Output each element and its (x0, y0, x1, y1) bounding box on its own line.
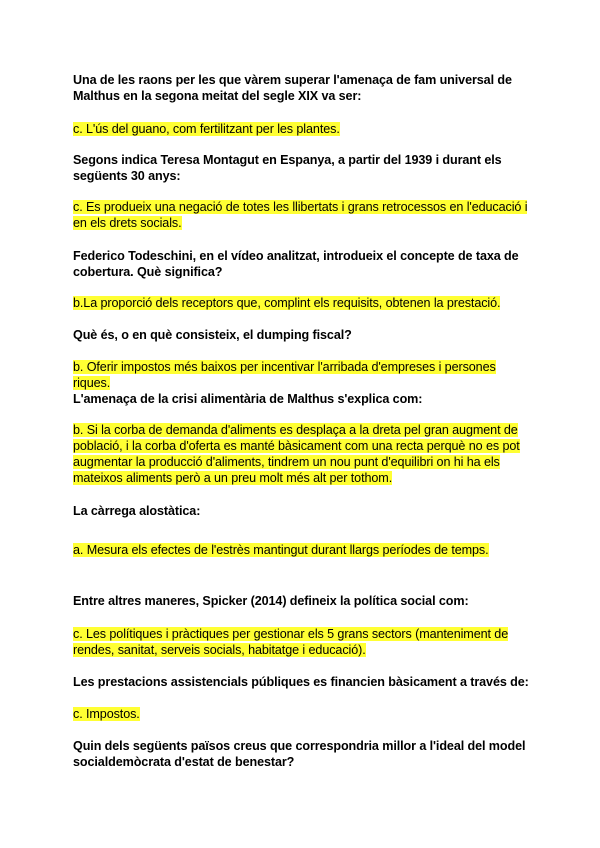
question-5: L'amenaça de la crisi alimentària de Malthus s'explica com: (73, 392, 423, 406)
question-1: Una de les raons per les que vàrem superar l'amenaça de fam universal de Malthus en la segona meitat del segle XIX va ser: (73, 73, 512, 103)
answer-5 (73, 422, 533, 486)
question-6: La càrrega alostàtica: (73, 504, 201, 518)
answer-2-highlight: c. Es produeix una negació de totes les llibertats i grans retrocessos en l'educació i en els drets socials. (73, 200, 528, 230)
answer-7-highlight: c. Les polítiques i pràctiques per gestionar els 5 grans sectors (manteniment de rendes, sanitat, serveis socials, habitatge i educació). (73, 627, 509, 657)
answer-3-highlight: b.La proporció dels receptors que, complint els requisits, obtenen la prestació. (73, 296, 501, 310)
answer-6 (73, 542, 533, 558)
question-4: Què és, o en què consisteix, el dumping fiscal? (73, 328, 352, 342)
answer-6-highlight: a. Mesura els efectes de l'estrès mantingut durant llargs períodes de temps. (73, 543, 489, 557)
question-9: Quin dels següents països creus que correspondria millor a l'ideal del model socialdemòcrata d'estat de benestar? (73, 739, 526, 769)
answer-8-highlight: c. Impostos. (73, 707, 140, 721)
answer-2 (73, 199, 533, 231)
question-2: Segons indica Teresa Montagut en Espanya, a partir del 1939 i durant els següents 30 anys: (73, 153, 502, 183)
answer-1 (73, 121, 533, 137)
answer-7 (73, 626, 533, 658)
answer-1-highlight: c. L'ús del guano, com fertilitzant per les plantes. (73, 122, 340, 136)
answer-3 (73, 295, 533, 311)
question-3: Federico Todeschini, en el vídeo analitzat, introdueix el concepte de taxa de cobertura. Què significa? (73, 249, 519, 279)
question-8: Les prestacions assistencials públiques es financien bàsicament a través de: (73, 675, 529, 689)
answer-5-highlight: b. Si la corba de demanda d'aliments es desplaça a la dreta pel gran augment de població, i la corba d'oferta es manté bàsicament com una recta perquè no es pot augmentar la producció d'aliments, tindrem un nou punt d'equilibri on hi ha els mateixos aliments però a un preu molt més alt per tothom. (73, 423, 520, 485)
answer-4 (73, 359, 533, 391)
question-7: Entre altres maneres, Spicker (2014) defineix la política social com: (73, 594, 469, 608)
answer-8 (73, 706, 533, 722)
answer-4-highlight: b. Oferir impostos més baixos per incentivar l'arribada d'empreses i persones riques. (73, 360, 496, 390)
